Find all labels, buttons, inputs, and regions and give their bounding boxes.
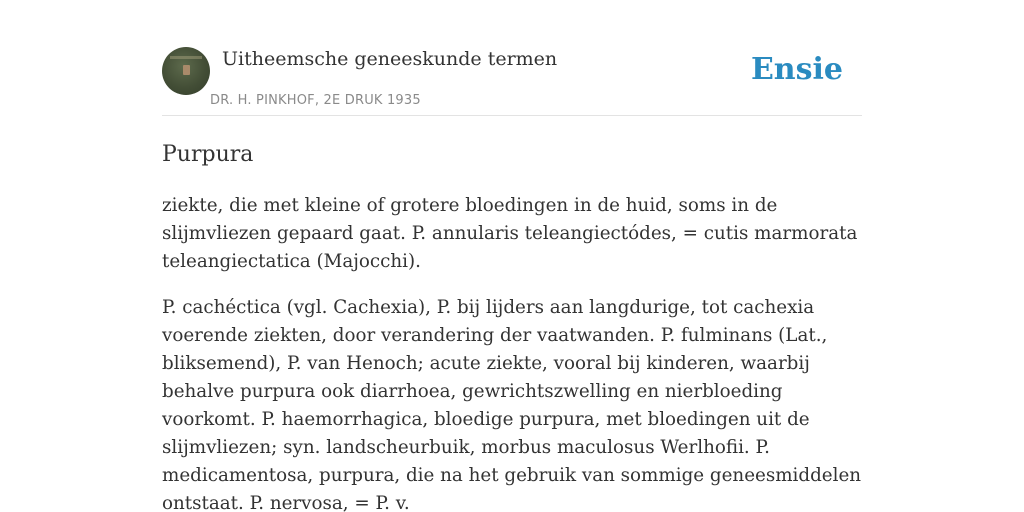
book-title-link[interactable]: Uitheemsche geneeskunde termen	[222, 48, 558, 70]
entry-paragraph: P. cachéctica (vgl. Cachexia), P. bij lijders aan langdurige, tot cachexia voerende ziekten, door verandering der vaatwanden. P. fulminans (Lat., bliksemend), P. van Henoch; acute ziekte, vooral bij kinderen, waarbij behalve purpura ook diarrhoea, gewrichtszwelling en nierbloeding voorkomt. P. haemorrhagica, bloedige purpura, met bloedingen uit de slijmvliezen; syn. landscheurbuik, morbus maculosus Werlhofii. P. medicamentosa, purpura, die na het gebruik van sommige geneesmiddelen ontstaat. P. nervosa, = P. v.	[162, 297, 862, 512]
entry-body	[162, 192, 862, 512]
book-author: DR. H. PINKHOF, 2E DRUK 1935	[210, 93, 421, 108]
header-divider	[162, 115, 862, 116]
ensie-logo[interactable]: Ensie	[750, 52, 843, 87]
cover-emblem-icon	[183, 65, 190, 75]
entry-paragraph: ziekte, die met kleine of grotere bloedingen in de huid, soms in de slijmvliezen gepaard gaat. P. annularis teleangiectódes, = cutis marmorata teleangiectatica (Majocchi).	[162, 195, 858, 272]
book-cover-avatar[interactable]	[162, 47, 210, 95]
cover-band	[170, 56, 202, 59]
entry-title: Purpura	[162, 142, 254, 167]
header	[162, 46, 862, 116]
